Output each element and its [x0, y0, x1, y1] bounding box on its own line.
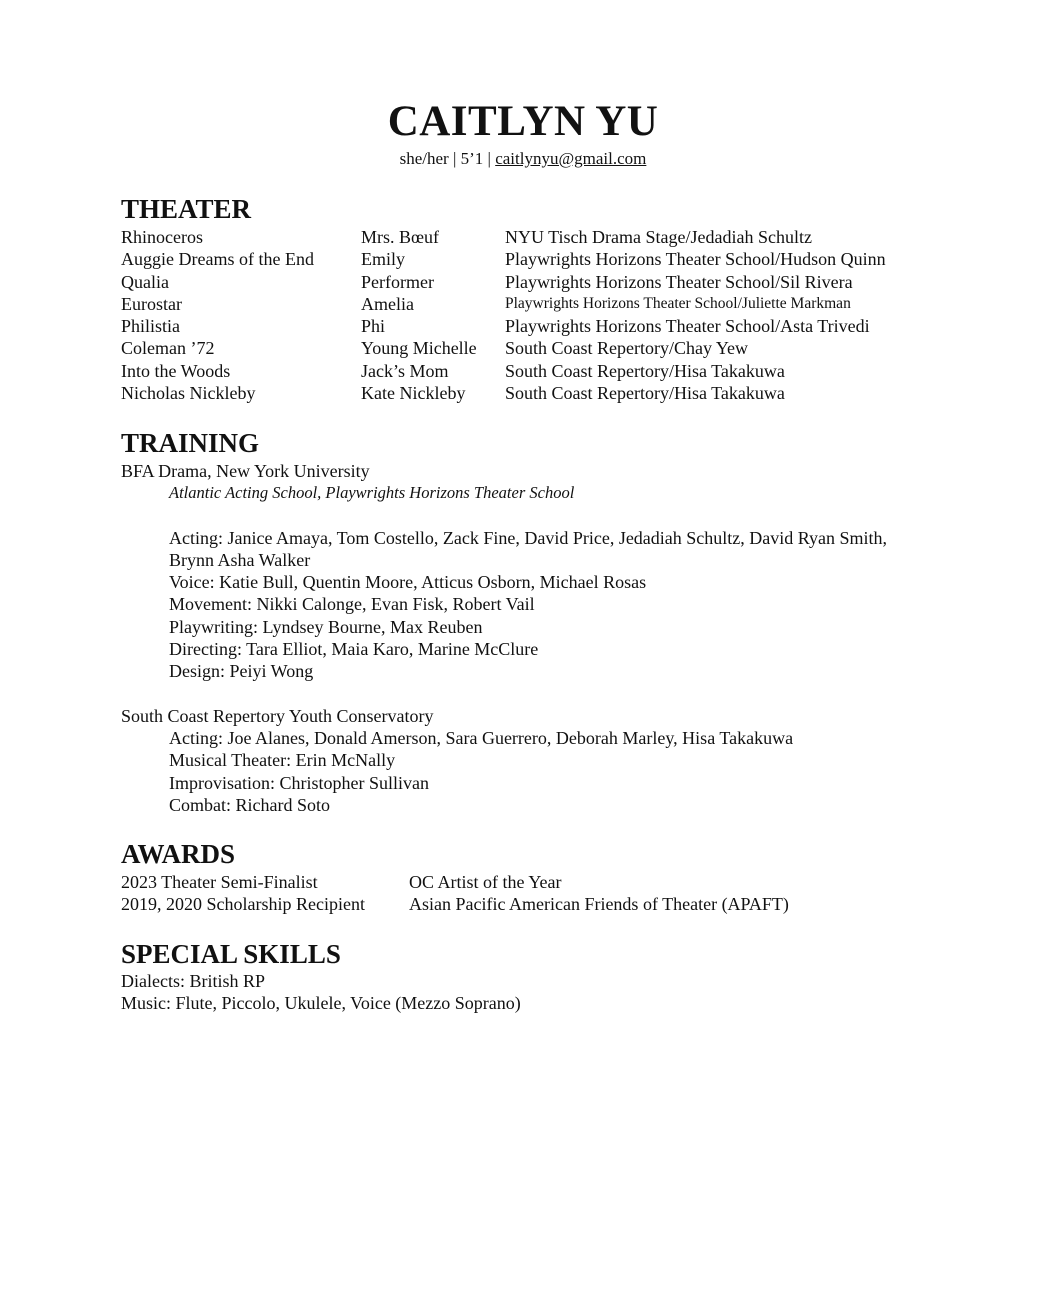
- award-row: [121, 871, 941, 893]
- show-title: Nicholas Nickleby: [121, 383, 256, 404]
- training-improvisation: Improvisation: Christopher Sullivan: [169, 772, 429, 793]
- role: Emily: [361, 249, 405, 270]
- training-playwriting: Playwriting: Lyndsey Bourne, Max Reuben: [169, 616, 483, 637]
- show-title: Coleman ’72: [121, 338, 215, 359]
- training-section: [121, 428, 941, 816]
- pronouns: she/her: [399, 149, 449, 168]
- role: Mrs. Bœuf: [361, 227, 440, 247]
- training-degree: BFA Drama, New York University: [121, 461, 370, 481]
- theater-row: [121, 271, 941, 293]
- award-row: [121, 893, 941, 915]
- theater-row: [121, 360, 941, 382]
- company-director: Playwrights Horizons Theater School/Juliette Markman: [505, 294, 851, 312]
- training-program: South Coast Repertory Youth Conservatory: [121, 705, 434, 726]
- training-studios: Atlantic Acting School, Playwrights Horizons Theater School: [169, 483, 575, 503]
- skills-dialects: Dialects: British RP: [121, 971, 265, 991]
- skills-music: Music: Flute, Piccolo, Ukulele, Voice (Mezzo Soprano): [121, 993, 521, 1014]
- award-org: Asian Pacific American Friends of Theater (APAFT): [409, 894, 789, 915]
- training-heading: TRAINING: [121, 428, 260, 458]
- theater-row: [121, 248, 941, 270]
- award-org: OC Artist of the Year: [409, 872, 562, 892]
- training-scr-acting: Acting: Joe Alanes, Donald Amerson, Sara Guerrero, Deborah Marley, Hisa Takakuwa: [169, 727, 794, 748]
- company-director: Playwrights Horizons Theater School/Hudson Quinn: [505, 249, 886, 270]
- show-title: Qualia: [121, 271, 169, 292]
- company-director: South Coast Repertory/Hisa Takakuwa: [505, 360, 785, 381]
- show-title: Into the Woods: [121, 360, 231, 381]
- training-directing: Directing: Tara Elliot, Maia Karo, Marine McClure: [169, 639, 539, 660]
- training-movement: Movement: Nikki Calonge, Evan Fisk, Robert Vail: [169, 594, 535, 615]
- theater-row: [121, 226, 941, 248]
- company-director: Playwrights Horizons Theater School/Sil Rivera: [505, 271, 853, 292]
- show-title: Auggie Dreams of the End: [121, 249, 314, 270]
- training-acting-cont: Brynn Asha Walker: [169, 549, 311, 570]
- award-title: 2019, 2020 Scholarship Recipient: [121, 894, 365, 915]
- height: 5’1: [460, 149, 484, 168]
- show-title: Philistia: [121, 316, 181, 337]
- role: Amelia: [361, 293, 414, 314]
- role: Kate Nickleby: [361, 383, 466, 404]
- training-acting: Acting: Janice Amaya, Tom Costello, Zack Fine, David Price, Jedadiah Schultz, David Ryan Smith,: [169, 527, 888, 548]
- theater-heading: THEATER: [121, 194, 252, 224]
- theater-row: [121, 293, 941, 315]
- awards-section: [121, 839, 941, 916]
- theater-section: [121, 194, 941, 404]
- role: Performer: [361, 271, 434, 292]
- training-musical-theater: Musical Theater: Erin McNally: [169, 750, 396, 771]
- show-title: Rhinoceros: [121, 227, 203, 247]
- role: Young Michelle: [361, 338, 477, 359]
- training-design: Design: Peiyi Wong: [169, 661, 314, 682]
- email-link[interactable]: caitlynyu@gmail.com: [495, 149, 647, 168]
- theater-row: [121, 315, 941, 337]
- company-director: NYU Tisch Drama Stage/Jedadiah Schultz: [505, 227, 812, 247]
- separator: |: [487, 149, 491, 168]
- award-title: 2023 Theater Semi-Finalist: [121, 872, 318, 892]
- company-director: Playwrights Horizons Theater School/Asta Trivedi: [505, 316, 870, 337]
- contact-line: [0, 148, 1046, 170]
- company-director: South Coast Repertory/Hisa Takakuwa: [505, 383, 785, 404]
- training-combat: Combat: Richard Soto: [169, 794, 330, 815]
- skills-heading: SPECIAL SKILLS: [121, 939, 341, 969]
- role: Phi: [361, 316, 386, 337]
- skills-section: [121, 939, 941, 1015]
- training-voice: Voice: Katie Bull, Quentin Moore, Atticus Osborn, Michael Rosas: [169, 572, 647, 593]
- theater-row: [121, 382, 941, 404]
- awards-heading: AWARDS: [121, 839, 236, 869]
- separator: |: [452, 149, 457, 168]
- theater-row: [121, 337, 941, 359]
- company-director: South Coast Repertory/Chay Yew: [505, 338, 748, 359]
- resume-name: CAITLYN YU: [387, 98, 659, 145]
- role: Jack’s Mom: [361, 360, 449, 381]
- show-title: Eurostar: [121, 293, 182, 314]
